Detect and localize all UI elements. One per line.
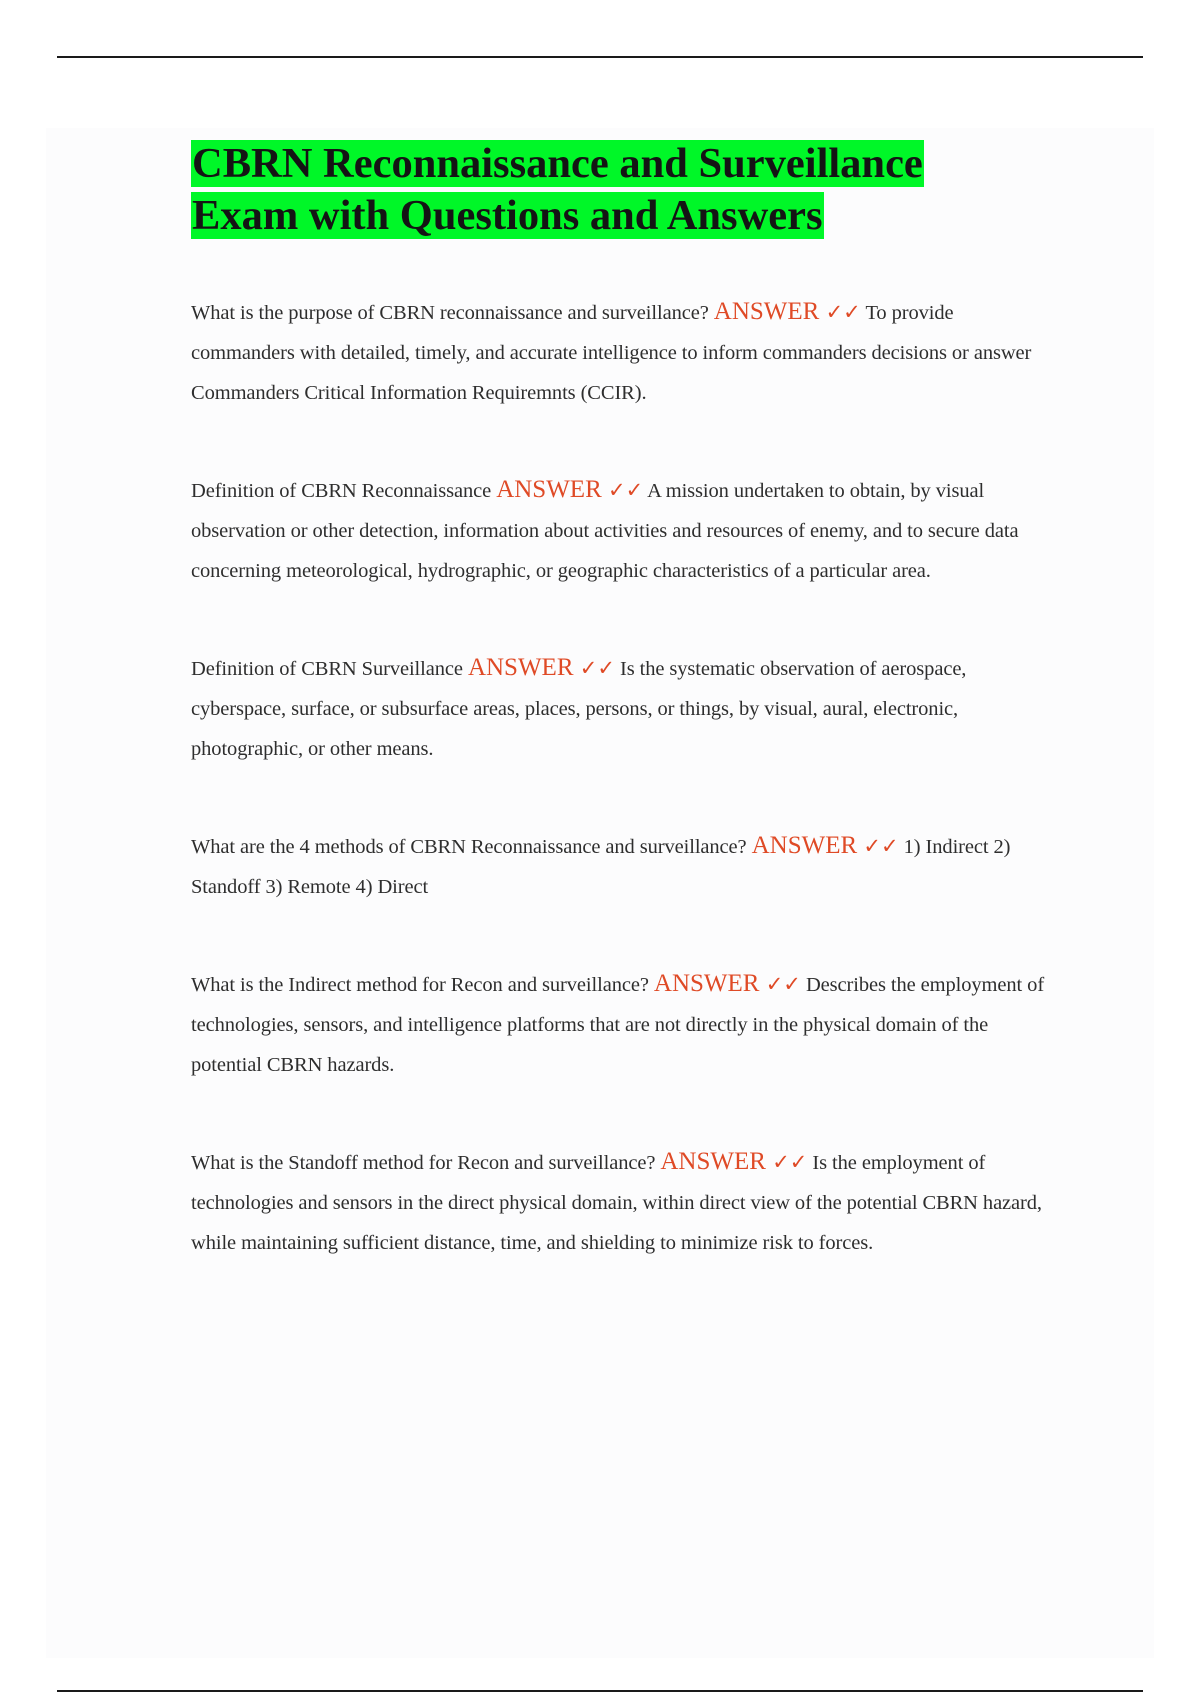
answer-label: ANSWER (653, 970, 760, 997)
qa-item (191, 292, 1051, 413)
header-rule (57, 56, 1143, 58)
qa-item (191, 1142, 1051, 1263)
checkmark-icon: ✓✓ (825, 300, 861, 324)
question-text: Definition of CBRN Surveillance (191, 658, 463, 680)
footer-rule (57, 1690, 1143, 1692)
checkmark-icon: ✓✓ (765, 972, 801, 996)
question-text: Definition of CBRN Reconnaissance (191, 480, 492, 502)
checkmark-icon: ✓✓ (863, 834, 899, 858)
answer-text: To provide commanders with detailed, timely, and accurate intelligence to inform commanders decisions or answer Commanders Critical Information Requiremnts (CCIR). (191, 302, 1032, 404)
qa-item (191, 964, 1051, 1085)
qa-item (191, 470, 1051, 591)
answer-text: 1) Indirect 2) Standoff 3) Remote 4) Direct (191, 836, 1011, 898)
answer-marker (714, 298, 861, 325)
answer-marker (752, 832, 899, 859)
answer-text: A mission undertaken to obtain, by visual observation or other detection, information about activities and resources of enemy, and to secure data concerning meteorological, hydrographic, or geographic characteristics of a particular area. (191, 480, 1019, 582)
question-text: What is the purpose of CBRN reconnaissance and surveillance? (191, 302, 709, 324)
title-line-2: Exam with Questions and Answers (192, 192, 823, 239)
answer-label: ANSWER (467, 654, 574, 681)
answer-label: ANSWER (751, 832, 858, 859)
answer-text: Is the systematic observation of aerospace, cyberspace, surface, or subsurface areas, places, persons, or things, by visual, aural, electronic, photographic, or other means. (191, 658, 967, 760)
checkmark-icon: ✓✓ (608, 478, 644, 502)
checkmark-icon: ✓✓ (772, 1150, 808, 1174)
title-line-1: CBRN Reconnaissance and Surveillance (192, 140, 923, 187)
answer-label: ANSWER (713, 298, 820, 325)
question-text: What is the Standoff method for Recon and surveillance? (191, 1152, 656, 1174)
document-title (191, 138, 1051, 242)
answer-marker (496, 476, 643, 503)
question-text: What are the 4 methods of CBRN Reconnaissance and surveillance? (191, 836, 747, 858)
answer-text: Describes the employment of technologies, sensors, and intelligence platforms that are not directly in the physical domain of the potential CBRN hazards. (191, 974, 1045, 1076)
question-text: What is the Indirect method for Recon and surveillance? (191, 974, 649, 996)
answer-marker (468, 654, 615, 681)
qa-item (191, 826, 1051, 907)
document-body (191, 138, 1051, 1263)
answer-label: ANSWER (660, 1148, 766, 1175)
answer-marker (654, 970, 801, 997)
answer-marker (660, 1148, 807, 1175)
answer-text: Is the employment of technologies and sensors in the direct physical domain, within direct view of the potential CBRN hazard, while maintaining sufficient distance, time, and shielding to minimize risk to forces. (191, 1152, 1042, 1254)
qa-item (191, 648, 1051, 769)
answer-label: ANSWER (496, 476, 602, 503)
checkmark-icon: ✓✓ (579, 656, 615, 680)
